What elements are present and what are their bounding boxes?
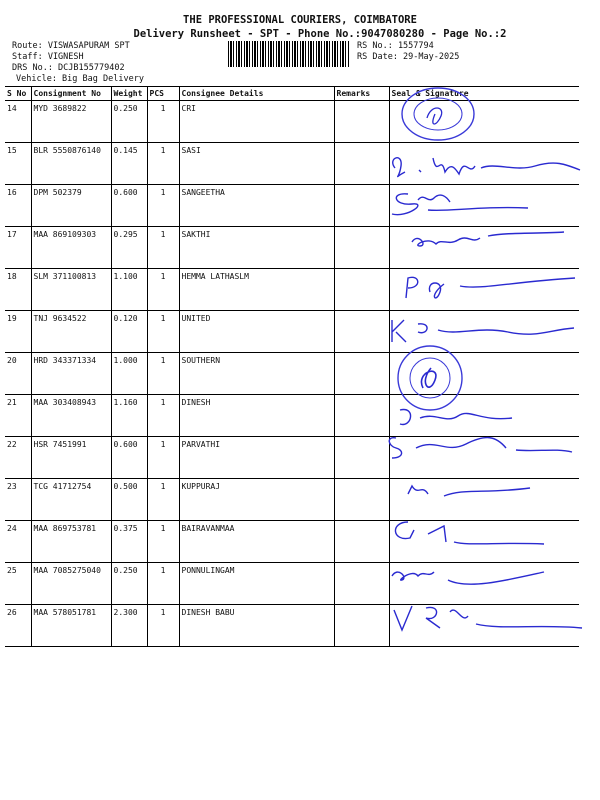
cell-consignment: MAA 578051781 bbox=[31, 605, 111, 647]
cell-consignee: CRI bbox=[179, 101, 334, 143]
cell-pcs: 1 bbox=[147, 605, 179, 647]
cell-consignee: BAIRAVANMAA bbox=[179, 521, 334, 563]
cell-consignment: MAA 7085275040 bbox=[31, 563, 111, 605]
cell-signature bbox=[389, 353, 579, 395]
cell-signature bbox=[389, 521, 579, 563]
cell-consignee: PONNULINGAM bbox=[179, 563, 334, 605]
cell-remarks bbox=[334, 143, 389, 185]
cell-sno: 25 bbox=[5, 563, 31, 605]
runsheet-table bbox=[5, 86, 579, 647]
cell-remarks bbox=[334, 353, 389, 395]
cell-weight: 0.120 bbox=[111, 311, 147, 353]
table-row bbox=[5, 437, 579, 479]
cell-remarks bbox=[334, 311, 389, 353]
table-row bbox=[5, 521, 579, 563]
cell-sno: 22 bbox=[5, 437, 31, 479]
cell-consignment: TCG 41712754 bbox=[31, 479, 111, 521]
cell-signature bbox=[389, 101, 579, 143]
cell-sno: 21 bbox=[5, 395, 31, 437]
rs-number: RS No.: 1557794 bbox=[357, 41, 434, 51]
table-row bbox=[5, 395, 579, 437]
cell-remarks bbox=[334, 227, 389, 269]
cell-consignee: SANGEETHA bbox=[179, 185, 334, 227]
cell-signature bbox=[389, 269, 579, 311]
cell-remarks bbox=[334, 395, 389, 437]
cell-sno: 24 bbox=[5, 521, 31, 563]
cell-consignment: HSR 7451991 bbox=[31, 437, 111, 479]
cell-sno: 26 bbox=[5, 605, 31, 647]
cell-weight: 0.500 bbox=[111, 479, 147, 521]
cell-weight: 1.000 bbox=[111, 353, 147, 395]
cell-pcs: 1 bbox=[147, 311, 179, 353]
runsheet-title: Delivery Runsheet - SPT - Phone No.:9047080280 - Page No.:2 bbox=[133, 28, 507, 40]
col-pcs: PCS bbox=[147, 87, 179, 101]
cell-signature bbox=[389, 563, 579, 605]
cell-consignee: PARVATHI bbox=[179, 437, 334, 479]
cell-pcs: 1 bbox=[147, 227, 179, 269]
cell-remarks bbox=[334, 479, 389, 521]
rs-date: RS Date: 29-May-2025 bbox=[357, 52, 460, 62]
cell-pcs: 1 bbox=[147, 143, 179, 185]
cell-pcs: 1 bbox=[147, 521, 179, 563]
cell-sno: 15 bbox=[5, 143, 31, 185]
cell-signature bbox=[389, 185, 579, 227]
table-row bbox=[5, 143, 579, 185]
cell-consignment: MYD 3689822 bbox=[31, 101, 111, 143]
cell-pcs: 1 bbox=[147, 395, 179, 437]
table-row bbox=[5, 311, 579, 353]
route-text: Route: VISWASAPURAM SPT bbox=[12, 41, 130, 51]
cell-weight: 0.145 bbox=[111, 143, 147, 185]
table-header-row bbox=[5, 87, 579, 101]
cell-pcs: 1 bbox=[147, 353, 179, 395]
staff-text: Staff: VIGNESH bbox=[12, 52, 84, 62]
cell-remarks bbox=[334, 521, 389, 563]
cell-consignment: HRD 343371334 bbox=[31, 353, 111, 395]
cell-pcs: 1 bbox=[147, 563, 179, 605]
col-remarks: Remarks bbox=[334, 87, 389, 101]
table-row bbox=[5, 101, 579, 143]
cell-signature bbox=[389, 605, 579, 647]
cell-consignee: DINESH bbox=[179, 395, 334, 437]
table-row bbox=[5, 563, 579, 605]
cell-sno: 23 bbox=[5, 479, 31, 521]
table-row bbox=[5, 269, 579, 311]
cell-weight: 2.300 bbox=[111, 605, 147, 647]
cell-sno: 17 bbox=[5, 227, 31, 269]
cell-pcs: 1 bbox=[147, 437, 179, 479]
cell-consignment: DPM 502379 bbox=[31, 185, 111, 227]
company-title: THE PROFESSIONAL COURIERS, COIMBATORE bbox=[183, 14, 417, 26]
cell-pcs: 1 bbox=[147, 101, 179, 143]
cell-consignment: BLR 5550876140 bbox=[31, 143, 111, 185]
cell-weight: 1.100 bbox=[111, 269, 147, 311]
col-weight: Weight bbox=[111, 87, 147, 101]
cell-weight: 0.250 bbox=[111, 563, 147, 605]
cell-remarks bbox=[334, 269, 389, 311]
cell-remarks bbox=[334, 185, 389, 227]
cell-remarks bbox=[334, 101, 389, 143]
cell-consignee: UNITED bbox=[179, 311, 334, 353]
cell-weight: 0.250 bbox=[111, 101, 147, 143]
cell-pcs: 1 bbox=[147, 185, 179, 227]
cell-signature bbox=[389, 311, 579, 353]
barcode-image bbox=[228, 41, 350, 67]
cell-signature bbox=[389, 227, 579, 269]
cell-pcs: 1 bbox=[147, 479, 179, 521]
cell-remarks bbox=[334, 563, 389, 605]
cell-weight: 0.600 bbox=[111, 185, 147, 227]
cell-consignee: SOUTHERN bbox=[179, 353, 334, 395]
table-row bbox=[5, 185, 579, 227]
cell-sno: 18 bbox=[5, 269, 31, 311]
cell-weight: 0.295 bbox=[111, 227, 147, 269]
cell-consignment: MAA 869109303 bbox=[31, 227, 111, 269]
cell-consignee: KUPPURAJ bbox=[179, 479, 334, 521]
col-sno: S No bbox=[5, 87, 31, 101]
cell-consignment: SLM 371100813 bbox=[31, 269, 111, 311]
cell-signature bbox=[389, 437, 579, 479]
table-row bbox=[5, 605, 579, 647]
cell-consignee: DINESH BABU bbox=[179, 605, 334, 647]
table-row bbox=[5, 227, 579, 269]
cell-consignee: SAKTHI bbox=[179, 227, 334, 269]
cell-sno: 16 bbox=[5, 185, 31, 227]
cell-weight: 1.160 bbox=[111, 395, 147, 437]
cell-signature bbox=[389, 143, 579, 185]
cell-sno: 19 bbox=[5, 311, 31, 353]
cell-signature bbox=[389, 479, 579, 521]
col-signature: Seal & Signature bbox=[389, 87, 579, 101]
cell-consignment: MAA 869753781 bbox=[31, 521, 111, 563]
col-consignee: Consignee Details bbox=[179, 87, 334, 101]
drs-number: DRS No.: DCJB155779402 bbox=[12, 63, 125, 73]
vehicle-text: Vehicle: Big Bag Delivery bbox=[16, 74, 144, 84]
cell-consignment: MAA 303408943 bbox=[31, 395, 111, 437]
cell-sno: 20 bbox=[5, 353, 31, 395]
table-row bbox=[5, 353, 579, 395]
cell-remarks bbox=[334, 605, 389, 647]
cell-sno: 14 bbox=[5, 101, 31, 143]
cell-consignee: HEMMA LATHASLM bbox=[179, 269, 334, 311]
cell-consignee: SASI bbox=[179, 143, 334, 185]
cell-weight: 0.375 bbox=[111, 521, 147, 563]
table-row bbox=[5, 479, 579, 521]
cell-consignment: TNJ 9634522 bbox=[31, 311, 111, 353]
cell-remarks bbox=[334, 437, 389, 479]
cell-weight: 0.600 bbox=[111, 437, 147, 479]
col-consignment: Consignment No bbox=[31, 87, 111, 101]
cell-signature bbox=[389, 395, 579, 437]
cell-pcs: 1 bbox=[147, 269, 179, 311]
